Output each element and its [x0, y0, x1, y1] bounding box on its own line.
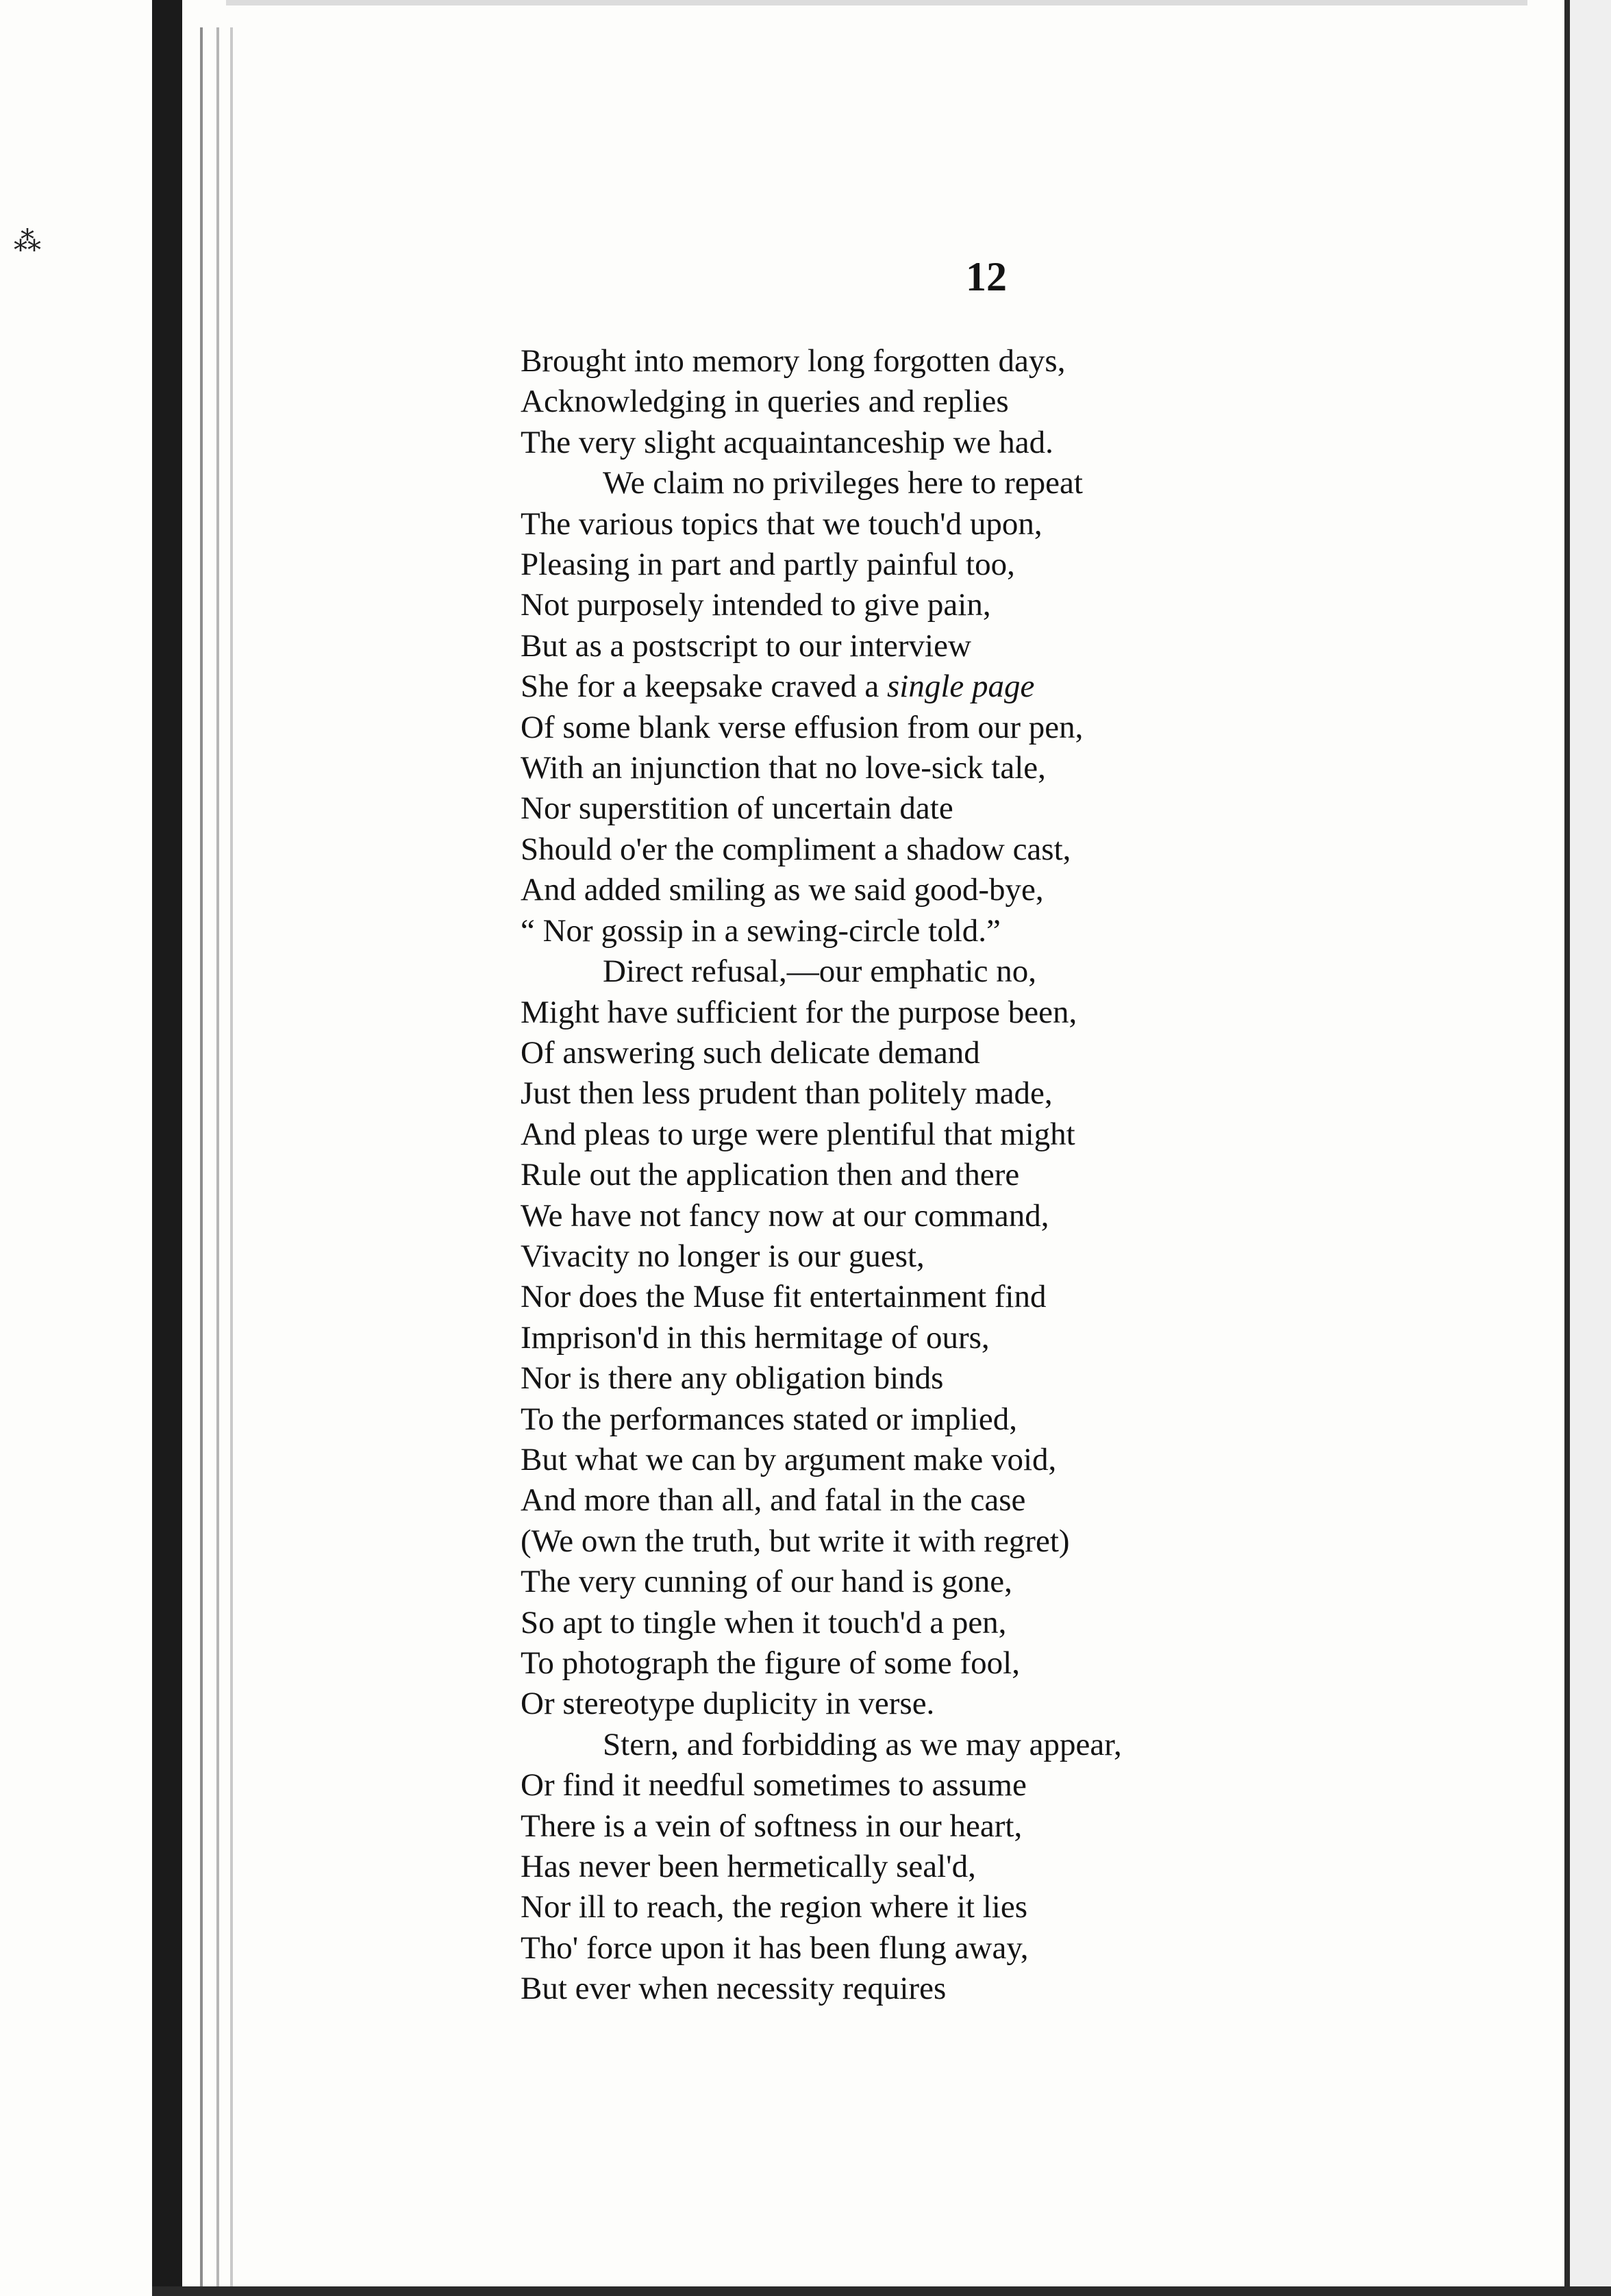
- poem-line-text: And pleas to urge were plentiful that might: [521, 1116, 1075, 1152]
- poem-line: [521, 585, 1548, 625]
- poem-line-text: The various topics that we touch'd upon,: [521, 506, 1042, 542]
- poem-line-text: Acknowledging in queries and replies: [521, 384, 1009, 420]
- poem-line-text: Nor ill to reach, the region where it lies: [521, 1889, 1027, 1925]
- poem-line-text: She for a keepsake craved a: [521, 669, 887, 705]
- poem-line-text: Of answering such delicate demand: [521, 1034, 980, 1071]
- poem-line: [521, 382, 1548, 422]
- poem-line-text: So apt to tingle when it touch'd a pen,: [521, 1604, 1007, 1640]
- poem-line-text: Of some blank verse effusion from our pen,: [521, 709, 1084, 745]
- poem-line-text: To the performances stated or implied,: [521, 1401, 1017, 1437]
- poem-line: [521, 666, 1548, 707]
- poem-line: [521, 1562, 1548, 1602]
- poem-line-text: Might have sufficient for the purpose been,: [521, 994, 1077, 1030]
- bottom-page-edge: [152, 2286, 1611, 2296]
- page-edge-strip: [230, 27, 233, 2288]
- poem-line-text: Just then less prudent than politely made,: [521, 1075, 1053, 1112]
- poem-line-text: There is a vein of softness in our heart,: [521, 1808, 1023, 1844]
- poem-line: [521, 1765, 1548, 1806]
- page-number: 12: [966, 254, 1007, 299]
- poem-line: [521, 1603, 1548, 1643]
- poem-line-text: Brought into memory long forgotten days,: [521, 343, 1066, 379]
- poem-line: [521, 1480, 1548, 1521]
- poem-line: [521, 1521, 1548, 1562]
- binding-shadow: [152, 0, 182, 2296]
- poem-line: [521, 1969, 1548, 2009]
- poem-line: [521, 951, 1548, 992]
- poem-line-text: To photograph the figure of some fool,: [521, 1645, 1020, 1681]
- poem-line-text: Rule out the application then and there: [521, 1157, 1020, 1193]
- poem-line-text: “ Nor gossip in a sewing-circle told.”: [521, 912, 1001, 949]
- poem-line-text: (We own the truth, but write it with regret): [521, 1523, 1070, 1559]
- poem-line: [521, 1155, 1548, 1195]
- poem-line: [521, 748, 1548, 788]
- poem-line-text: The very cunning of our hand is gone,: [521, 1564, 1012, 1600]
- poem-line-text: We have not fancy now at our command,: [521, 1197, 1049, 1234]
- poem-line-text: Not purposely intended to give pain,: [521, 587, 991, 623]
- poem-line: [521, 1928, 1548, 1969]
- margin-marks: ⁂: [14, 226, 41, 258]
- poem-line-text: Has never been hermetically seal'd,: [521, 1849, 976, 1885]
- poem-line-italic: single page: [887, 669, 1035, 705]
- poem-line: [521, 1847, 1548, 1887]
- poem-line-text: But what we can by argument make void,: [521, 1441, 1057, 1477]
- poem-line: [521, 1684, 1548, 1724]
- page-edge-strip: [216, 27, 219, 2288]
- poem-line: [521, 708, 1548, 748]
- poem-line-text: Direct refusal,—our emphatic no,: [603, 953, 1036, 990]
- poem-line: [521, 911, 1548, 951]
- poem-line-text: And added smiling as we said good-bye,: [521, 872, 1044, 908]
- poem-line-text: Tho' force upon it has been flung away,: [521, 1930, 1029, 1966]
- poem-line: [521, 463, 1548, 503]
- poem-line-text: Or stereotype duplicity in verse.: [521, 1686, 935, 1722]
- poem-line: [521, 1643, 1548, 1684]
- poem-line: [521, 1114, 1548, 1155]
- poem-line: [521, 870, 1548, 910]
- poem-line: [521, 788, 1548, 829]
- poem-line-text: Nor does the Muse fit entertainment find: [521, 1279, 1047, 1315]
- poem-line: [521, 1887, 1548, 1927]
- top-page-edge: [226, 0, 1527, 5]
- poem-line: [521, 1277, 1548, 1317]
- poem-line: [521, 1318, 1548, 1358]
- poem-line-text: Vivacity no longer is our guest,: [521, 1238, 925, 1274]
- poem-line: [521, 626, 1548, 666]
- poem-line-text: Or find it needful sometimes to assume: [521, 1767, 1027, 1804]
- poem-body: [521, 341, 1548, 2010]
- poem-line-text: But ever when necessity requires: [521, 1971, 947, 2007]
- poem-line: [521, 1725, 1548, 1765]
- poem-line-text: And more than all, and fatal in the case: [521, 1482, 1026, 1519]
- poem-line: [521, 1358, 1548, 1399]
- right-page-edge: [1570, 0, 1611, 2296]
- poem-line-text: Nor superstition of uncertain date: [521, 790, 953, 827]
- poem-line-text: With an injunction that no love-sick tale,: [521, 750, 1046, 786]
- poem-line: [521, 993, 1548, 1033]
- poem-line-text: But as a postscript to our interview: [521, 627, 971, 664]
- poem-line: [521, 829, 1548, 870]
- poem-line: [521, 545, 1548, 585]
- poem-line-text: We claim no privileges here to repeat: [603, 465, 1083, 501]
- poem-line: [521, 341, 1548, 382]
- page-edge-strip: [200, 27, 203, 2288]
- poem-line-text: Should o'er the compliment a shadow cast,: [521, 831, 1071, 867]
- poem-line-text: The very slight acquaintanceship we had.: [521, 424, 1053, 460]
- poem-line: [521, 1806, 1548, 1847]
- poem-line: [521, 1033, 1548, 1073]
- poem-line: [521, 1399, 1548, 1440]
- poem-line: [521, 1196, 1548, 1236]
- poem-line-text: Nor is there any obligation binds: [521, 1360, 944, 1397]
- poem-line-text: Stern, and forbidding as we may appear,: [603, 1726, 1122, 1762]
- poem-line-text: Pleasing in part and partly painful too,: [521, 547, 1015, 583]
- poem-line: [521, 1440, 1548, 1480]
- poem-line: [521, 504, 1548, 545]
- poem-line-text: Imprison'd in this hermitage of ours,: [521, 1319, 990, 1356]
- poem-line: [521, 423, 1548, 463]
- poem-line: [521, 1236, 1548, 1277]
- poem-line: [521, 1073, 1548, 1114]
